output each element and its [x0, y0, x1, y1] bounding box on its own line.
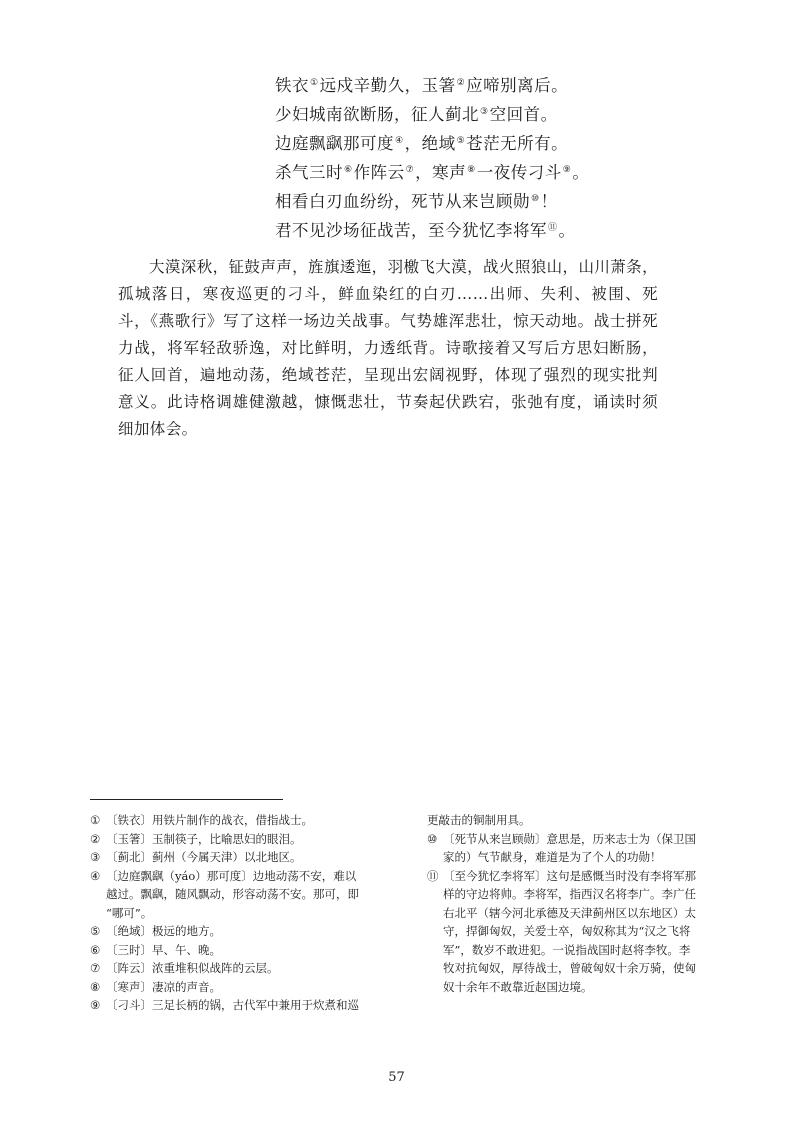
footnote-text: 守，捍御匈奴，关爱士卒，匈奴称其为“汉之飞将	[443, 924, 691, 938]
poem-line	[275, 99, 615, 128]
footnote-line	[90, 996, 390, 1015]
footnote-line	[90, 848, 390, 867]
footnote-text: 〔蓟北〕蓟州（今属天津）以北地区。	[106, 850, 302, 864]
footnote-number: ①	[90, 813, 101, 827]
poem-text: 空回首。	[489, 105, 558, 124]
note-marker: ⑨	[562, 165, 572, 175]
footnote-text: 更敲击的铜制用具。	[427, 813, 531, 827]
note-marker: ⑩	[531, 194, 540, 204]
footnote-text: 奴十余年不敢靠近赵国边境。	[443, 979, 593, 994]
footnote-text: 〔边庭飘飖（yáo）那可度〕边地动荡不安，难以	[106, 868, 357, 883]
note-marker: ④	[395, 136, 404, 146]
footnote-number: ③	[90, 850, 101, 864]
footnote-line	[90, 885, 390, 904]
footnote-line	[90, 830, 390, 849]
poem-line	[275, 128, 615, 157]
footnote-line	[427, 885, 723, 904]
poem-text: 。	[572, 163, 590, 182]
footnote-number: ④	[90, 868, 101, 883]
poem-text: 铁衣	[275, 76, 309, 95]
poem-text: ，绝域	[404, 134, 456, 153]
footnote-line	[427, 922, 723, 941]
footnote-number: ⑩	[427, 831, 438, 846]
footnote-line	[90, 941, 390, 960]
footnote-line	[90, 922, 390, 941]
footnote-line	[90, 904, 390, 923]
footnote-text: 〔绝域〕极远的地方。	[106, 924, 221, 938]
poem-text: 作阵云	[353, 163, 405, 182]
poem-text: 相看白刃血纷纷，死节从来岂顾勋	[275, 192, 530, 211]
page-number: 57	[388, 1070, 405, 1085]
footnote-text: “哪可”。	[106, 905, 153, 920]
poem-text: 边庭飘飖那可度	[275, 134, 394, 153]
footnote-text: 〔阵云〕浓重堆积似战阵的云层。	[106, 961, 279, 975]
footnote-number: ⑤	[90, 924, 101, 938]
poem-text: ，寒声	[415, 163, 467, 182]
note-marker: ③	[480, 107, 489, 117]
footnote-text: 〔刁斗〕三足长柄的锅，古代军中兼用于炊煮和巡	[106, 998, 359, 1012]
poem-text: ！	[540, 192, 558, 211]
note-marker: ⑤	[456, 136, 466, 146]
poem-line	[275, 70, 615, 99]
poem-text: 应啼别离后。	[466, 76, 569, 95]
poem-text: 。	[558, 221, 576, 240]
footnote-text: 牧对抗匈奴，厚待战士，曾破匈奴十余万骑，使匈	[443, 961, 696, 975]
footnote-line	[427, 867, 723, 886]
footnote-line	[427, 904, 723, 923]
footnote-text: 军”，数岁不敢进犯。一说指战国时赵将李牧。李	[443, 942, 691, 957]
poem-text: 苍茫无所有。	[466, 134, 569, 153]
footnote-line	[427, 978, 723, 997]
poem-line	[275, 215, 615, 244]
footnote-number: ②	[90, 831, 101, 846]
note-marker: ⑧	[467, 165, 476, 175]
footnotes-right-column	[427, 811, 723, 996]
footnote-number: ⑥	[90, 942, 101, 957]
poem-text: 远戍辛勤久，玉箸	[319, 76, 456, 95]
poem	[275, 70, 615, 244]
footnote-line	[427, 811, 723, 830]
footnote-line	[427, 941, 723, 960]
footnote-text: 〔三时〕早、午、晚。	[106, 942, 221, 957]
poem-text: 杀气三时	[275, 163, 343, 182]
poem-line	[275, 157, 615, 186]
poem-text: 少妇城南欲断肠，征人蓟北	[275, 105, 479, 124]
footnote-number: ⑪	[427, 868, 439, 883]
poem-text: 一夜传刁斗	[476, 163, 562, 182]
note-marker: ⑦	[405, 165, 415, 175]
footnote-text: 越过。飘飖，随风飘动，形容动荡不安。那可，即	[106, 887, 359, 901]
note-marker: ⑥	[344, 165, 353, 175]
footnote-text: 样的守边将帅。李将军，指西汉名将李广。李广任	[443, 887, 696, 901]
poem-line	[275, 186, 615, 215]
footnote-line	[90, 867, 390, 886]
commentary-paragraph: 大漠深秋，钲鼓声声，旌旗逶迤，羽檄飞大漠，战火照狼山，山川萧条，孤城落日，寒夜巡更的刁斗，鲜血染红的白刃……出师、失利、被围、死斗，《燕歌行》写了这样一场边关战事。气势雄浑悲壮，惊天动地。战士拼死力战，将军轻敌骄逸，对比鲜明，力透纸背。诗歌接着又写后方思妇断肠，征人回首，遍地动荡，绝域苍茫，呈现出宏阔视野，体现了强烈的现实批判意义。此诗格调雄健激越，慷慨悲壮，节奏起伏跌宕，张弛有度，诵读时须细加体会。	[118, 258, 658, 438]
footnote-text: 〔寒声〕凄凉的声音。	[106, 979, 221, 994]
footnote-text: 〔铁衣〕用铁片制作的战衣，借指战士。	[106, 813, 313, 827]
note-marker: ②	[456, 78, 466, 88]
footnote-text: 〔至今犹忆李将军〕这句是感慨当时没有李将军那	[443, 868, 696, 883]
footnote-line	[90, 959, 390, 978]
footnote-divider	[90, 799, 283, 800]
footnote-text: 〔死节从来岂顾勋〕意思是，历来志士为（保卫国	[443, 831, 696, 846]
footnotes-left-column	[90, 811, 390, 1015]
footnote-text: 家的）气节献身，难道是为了个人的功勋！	[443, 850, 662, 864]
footnote-line	[427, 848, 723, 867]
note-marker: ①	[310, 78, 319, 88]
footnote-text: 右北平（辖今河北承德及天津蓟州区以东地区）太	[443, 905, 696, 920]
footnote-line	[427, 959, 723, 978]
note-marker: ⑪	[548, 223, 558, 233]
footnote-number: ⑧	[90, 979, 101, 994]
poem-text: 君不见沙场征战苦，至今犹忆李将军	[275, 221, 547, 240]
footnote-line	[90, 978, 390, 997]
footnote-text: 〔玉箸〕玉制筷子，比喻思妇的眼泪。	[106, 831, 302, 846]
footnote-line	[90, 811, 390, 830]
footnote-line	[427, 830, 723, 849]
footnote-number: ⑦	[90, 961, 101, 975]
footnote-number: ⑨	[90, 998, 101, 1012]
